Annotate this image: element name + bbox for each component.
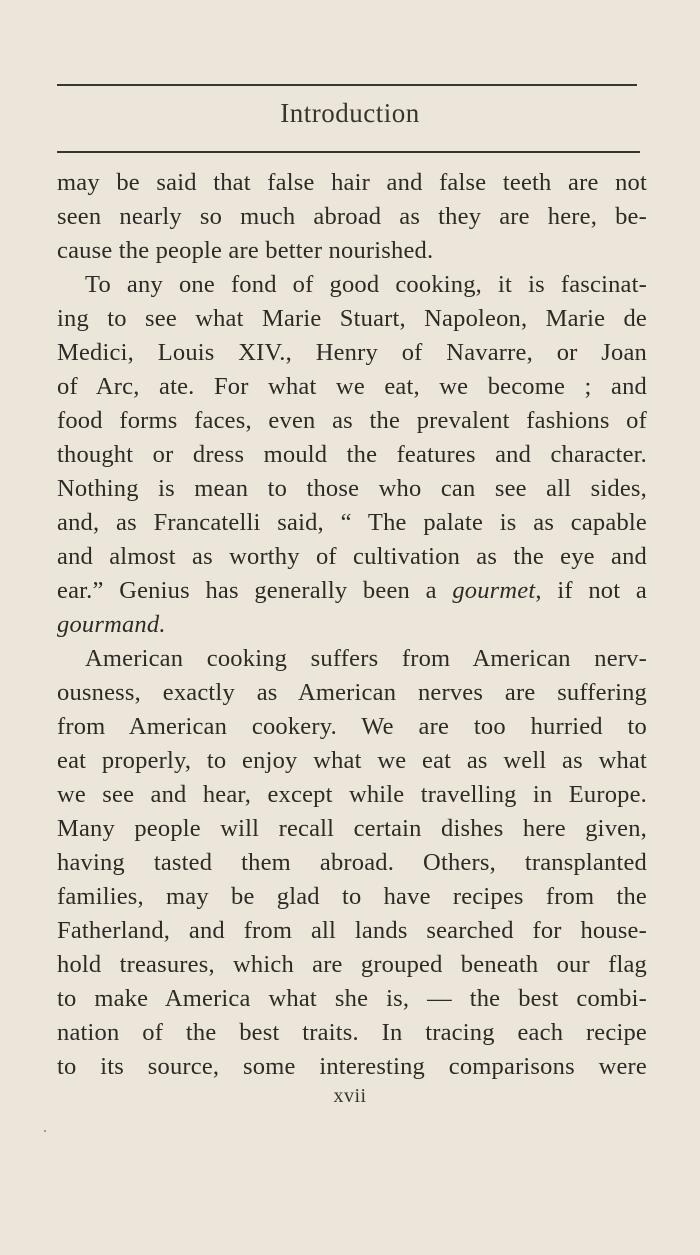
running-head: Introduction <box>280 98 420 128</box>
line-text: ousness, exactly as American nerves are suffering <box>57 679 647 706</box>
text-line <box>57 472 647 506</box>
text-line <box>57 914 647 948</box>
line-text: , if not a <box>535 577 647 604</box>
line-text: eat properly, to enjoy what we eat as well as what <box>57 747 647 774</box>
text-line <box>57 268 647 302</box>
header-rule-bottom <box>57 151 640 153</box>
text-line <box>57 1050 647 1084</box>
line-text: Fatherland, and from all lands searched for house- <box>57 917 647 944</box>
text-line <box>57 200 647 234</box>
line-text: Nothing is mean to those who can see all sides, <box>57 475 647 502</box>
line-text: families, may be glad to have recipes from the <box>57 883 647 910</box>
text-line <box>57 608 647 642</box>
line-text: and, as Francatelli said, “ The palate is as capable <box>57 509 647 536</box>
line-text: thought or dress mould the features and character. <box>57 441 647 468</box>
line-text: of Arc, ate. For what we eat, we become ; and <box>57 373 647 400</box>
line-text: seen nearly so much abroad as they are here, be- <box>57 203 647 230</box>
text-line <box>57 370 647 404</box>
line-text: to its source, some interesting comparisons were <box>57 1053 647 1080</box>
line-text: having tasted them abroad. Others, transplanted <box>57 849 647 876</box>
line-text: nation of the best traits. In tracing each recipe <box>57 1019 647 1046</box>
text-line <box>57 846 647 880</box>
line-text: Many people will recall certain dishes here given, <box>57 815 647 842</box>
line-text: and almost as worthy of cultivation as the eye and <box>57 543 647 570</box>
text-line <box>57 710 647 744</box>
text-line <box>57 982 647 1016</box>
line-text: To any one fond of good cooking, it is fascinat- <box>85 271 647 298</box>
line-text: we see and hear, except while travelling in Europe. <box>57 781 647 808</box>
line-text: cause the people are better nourished. <box>57 237 434 264</box>
text-line <box>57 574 647 608</box>
page-number: xvii <box>333 1085 367 1107</box>
header-rule-top <box>57 84 637 86</box>
text-line <box>57 880 647 914</box>
line-text: Medici, Louis XIV., Henry of Navarre, or Joan <box>57 339 647 366</box>
line-text: ear.” Genius has generally been a <box>57 577 453 604</box>
italic-text: gourmand. <box>57 611 166 638</box>
text-line <box>57 1016 647 1050</box>
text-line <box>57 812 647 846</box>
text-line <box>57 404 647 438</box>
line-text: from American cookery. We are too hurried to <box>57 713 647 740</box>
text-line <box>57 540 647 574</box>
line-text: to make America what she is, — the best combi- <box>57 985 647 1012</box>
text-line <box>57 234 647 268</box>
line-text: food forms faces, even as the prevalent fashions of <box>57 407 647 434</box>
text-line <box>57 336 647 370</box>
text-line <box>57 676 647 710</box>
text-line <box>57 744 647 778</box>
text-line <box>57 438 647 472</box>
paper-speck <box>44 1130 46 1132</box>
line-text: American cooking suffers from American nerv- <box>85 645 647 672</box>
line-text: may be said that false hair and false teeth are not <box>57 169 647 196</box>
line-text: hold treasures, which are grouped beneath our flag <box>57 951 647 978</box>
italic-text: gourmet <box>452 577 536 604</box>
text-line <box>57 948 647 982</box>
text-line <box>57 642 647 676</box>
text-line <box>57 778 647 812</box>
line-text: ing to see what Marie Stuart, Napoleon, Marie de <box>57 305 647 332</box>
text-line <box>57 166 647 200</box>
text-line <box>57 302 647 336</box>
text-line <box>57 506 647 540</box>
body-text <box>57 166 647 1084</box>
